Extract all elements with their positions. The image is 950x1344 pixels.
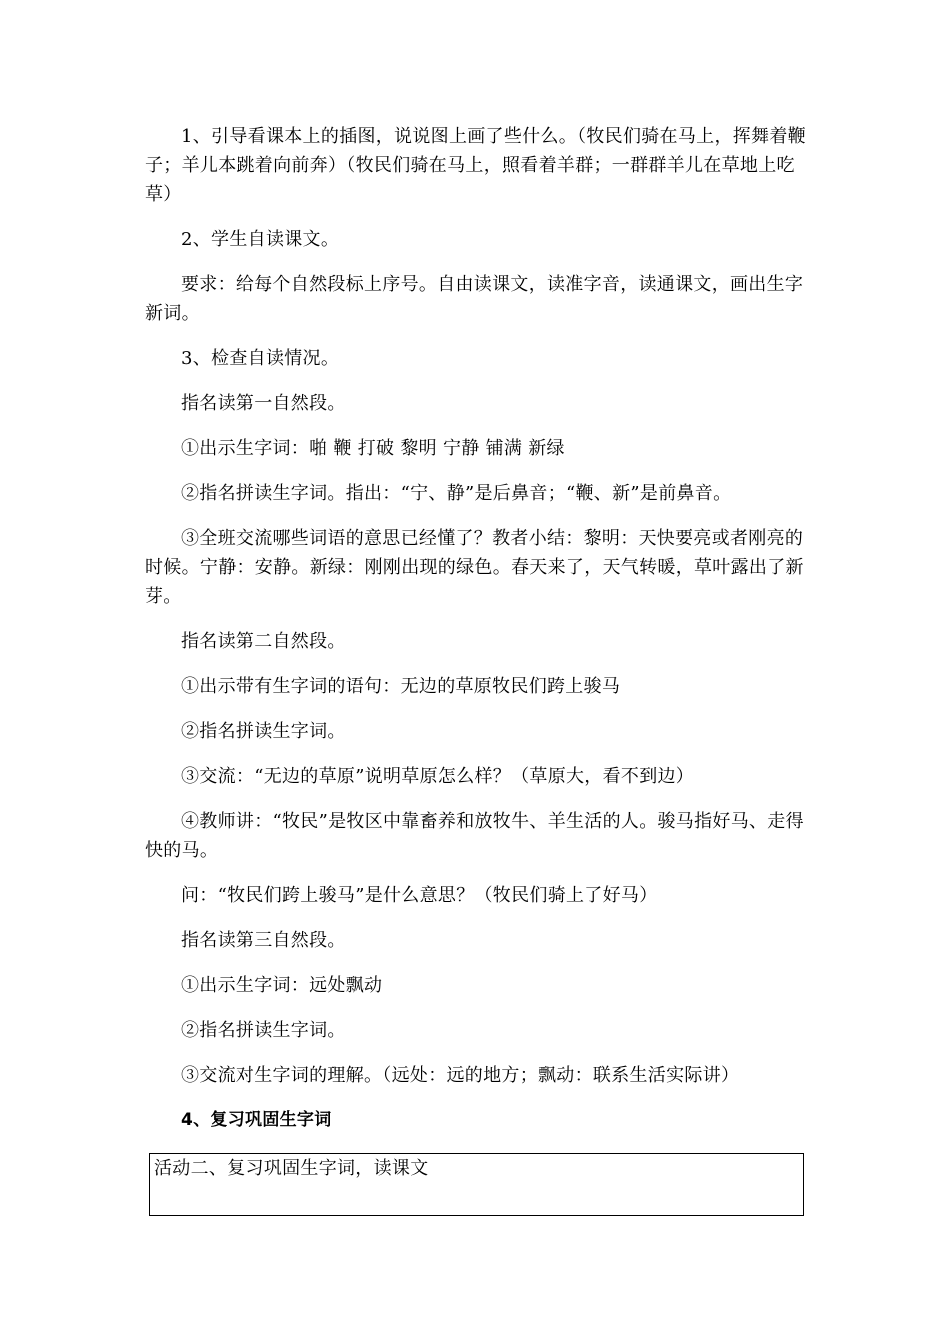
paragraph-self-reading: 2、学生自读课文。 [181, 229, 340, 250]
paragraph-read-first-section: 指名读第一自然段。 [181, 393, 346, 414]
paragraph-read-second-section: 指名读第二自然段。 [181, 631, 346, 652]
paragraph-illustration-guide: 1、引导看课本上的插图，说说图上画了些什么。（牧民们骑在马上，挥舞着鞭子；羊儿本跳着向前奔）（牧民们骑在马上，照看着羊群；一群群羊儿在草地上吃草） [145, 126, 806, 205]
paragraph-question: 问：“牧民们跨上骏马”是什么意思？（牧民们骑上了好马） [181, 885, 658, 906]
paragraph-exchange-grassland: ③交流：“无边的草原”说明草原怎么样？（草原大，看不到边） [181, 766, 695, 787]
activity-title: 活动二、复习巩固生字词，读课文 [154, 1158, 429, 1179]
paragraph-teacher-explains: ④教师讲：“牧民”是牧区中靠畜养和放牧牛、羊生活的人。骏马指好马、走得快的马。 [145, 811, 804, 861]
paragraph-requirements: 要求：给每个自然段标上序号。自由读课文，读准字音，读通课文，画出生字新词。 [145, 274, 804, 324]
paragraph-exchange-understanding: ③交流对生字词的理解。（远处：远的地方；飘动：联系生活实际讲） [181, 1065, 740, 1086]
paragraph-spell-words-2: ②指名拼读生字词。 [181, 721, 346, 742]
section-heading: 4、复习巩固生字词 [181, 1110, 332, 1130]
paragraph-spell-words-3: ②指名拼读生字词。 [181, 1020, 346, 1041]
paragraph-show-sentence: ①出示带有生字词的语句：无边的草原牧民们跨上骏马 [181, 676, 621, 697]
paragraph-spell-words-1: ②指名拼读生字词。指出：“宁、静”是后鼻音；“鞭、新”是前鼻音。 [181, 483, 732, 504]
paragraph-check-reading: 3、检查自读情况。 [181, 348, 340, 369]
document-body [145, 122, 810, 1151]
paragraph-show-new-words-1: ①出示生字词：啪 鞭 打破 黎明 宁静 铺满 新绿 [181, 438, 565, 459]
paragraph-show-new-words-3: ①出示生字词：远处飘动 [181, 975, 383, 996]
paragraph-read-third-section: 指名读第三自然段。 [181, 930, 346, 951]
paragraph-class-exchange: ③全班交流哪些词语的意思已经懂了？教者小结：黎明：天快要亮或者刚亮的时候。宁静：安静。新绿：刚刚出现的绿色。春天来了，天气转暖，草叶露出了新芽。 [145, 528, 804, 607]
activity-table-cell [149, 1153, 804, 1216]
